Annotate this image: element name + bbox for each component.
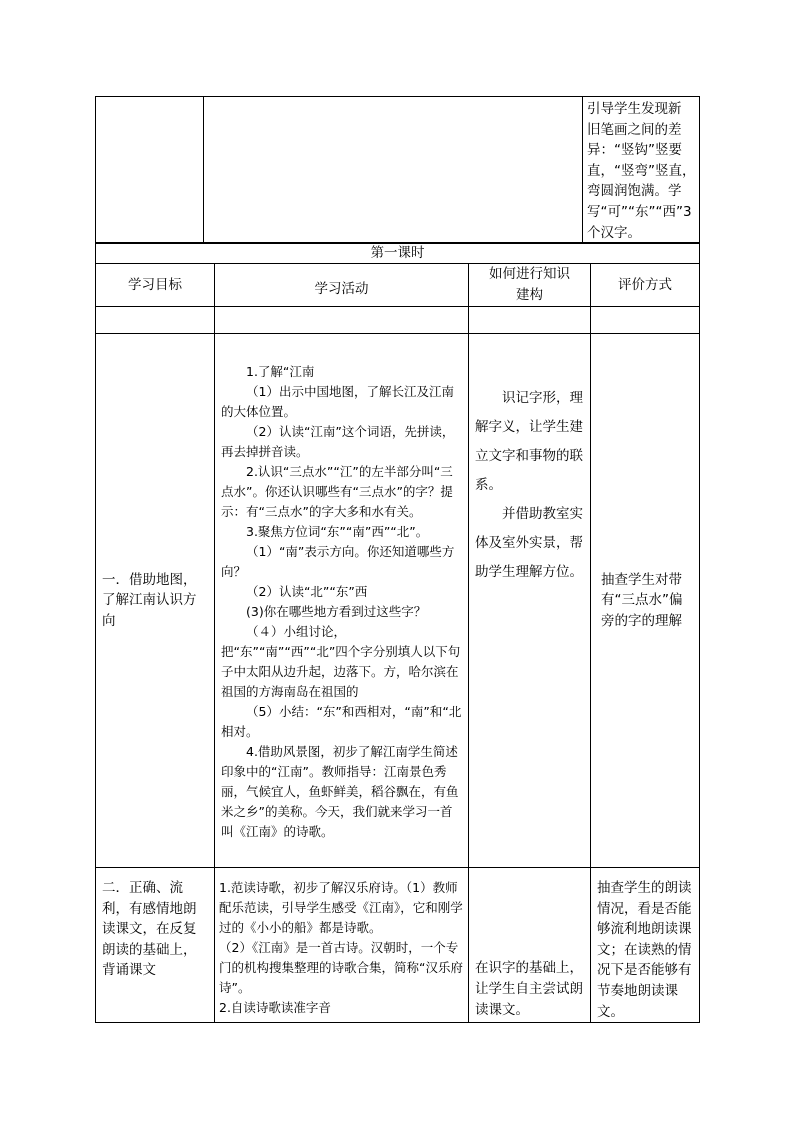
row2-eval: 抽查学生的朗读情况，看是否能够流利地朗读课文；在读熟的情况下是否能够有节奏地朗读课文。 <box>591 868 700 1023</box>
header-eval: 评价方式 <box>591 264 700 307</box>
activity-paragraph: （1）出示中国地图，了解长江及江南的大体位置。 <box>221 383 454 419</box>
top-table-right-cell <box>583 97 700 244</box>
text-line: 旧笔画之间的差 <box>587 121 682 138</box>
lesson-title: 第一课时 <box>96 243 700 264</box>
activity-paragraph: （1）“南”表示方向。你还知道哪些方向？ <box>221 543 455 579</box>
top-table-cell-empty-1 <box>96 97 204 244</box>
activity-paragraph: （2）认读“北”“东”西 <box>246 583 368 599</box>
empty-cell <box>591 307 700 334</box>
activity-paragraph: 3.聚焦方位词“东”“南”西”“北”。 <box>246 523 429 539</box>
activity-paragraph: （5）小结：“东”和西相对，“南”和“北相对。 <box>221 703 462 739</box>
empty-cell <box>469 307 591 334</box>
row2-activity <box>215 868 469 1023</box>
header-construct: 如何进行知识建构 <box>469 264 591 307</box>
activity-paragraph: （４）小组讨论，把“东”“南”“西”“北”四个字分别填人以下句子中太阳从边升起，边落下。方，哈尔滨在祖国的方海南岛在祖国的 <box>221 623 461 699</box>
row1-construct <box>469 334 591 868</box>
empty-cell <box>96 307 215 334</box>
activity-paragraph: 4.借助风景图，初步了解江南学生简述印象中的“江南”。教师指导：江南景色秀丽，气候宜人，鱼虾鲜美，稻谷飘在，有鱼米之乡”的美称。今天，我们就来学习一首叫《江南》的诗歌。 <box>221 743 459 839</box>
empty-cell <box>215 307 469 334</box>
activity-paragraph: 2.认识“三点水”“江”的左半部分叫“三点水”。你还认识哪些有“三点水”的字？提示：有“三点水”的字大多和水有关。 <box>221 463 453 519</box>
row1-eval: 抽查学生对带有“三点水”偏旁的字的理解 <box>591 334 700 868</box>
top-table-cell-empty-2 <box>204 97 583 244</box>
activity-paragraph: 1.了解“江南 <box>246 363 315 379</box>
activity-paragraph: 2.自读诗歌读准字音 <box>219 1000 331 1015</box>
row1-activity <box>215 334 469 868</box>
text-line: 异：“竖钩”竖要 <box>587 142 682 159</box>
activity-paragraph: (3)你在哪些地方看到过这些字？ <box>246 603 427 619</box>
text-line: 个汉字。 <box>587 224 641 241</box>
activity-paragraph: （2）《江南》是一首古诗。汉朝时，一个专门的机构搜集整理的诗歌合集，简称“汉乐府诗”。 <box>219 940 463 995</box>
text-line: 直，“竖弯”竖直， <box>587 162 696 179</box>
row2-construct: 在识字的基础上，让学生自主尝试朗读课文。 <box>469 868 591 1023</box>
activity-paragraph: （2）认读“江南”这个词语，先拼读，再去掉拼音读。 <box>221 423 455 459</box>
activity-paragraph: 1.范读诗歌，初步了解汉乐府诗。（1）教师配乐范读，引导学生感受《江南》，它和刚学过的《小小的船》都是诗歌。 <box>219 880 463 935</box>
header-goal: 学习目标 <box>96 264 215 307</box>
row1-goal: 一．借助地图，了解江南认识方向 <box>96 334 215 868</box>
text-line: 引导学生发现新 <box>587 101 682 117</box>
top-table <box>95 96 700 244</box>
text-line: 写“可”“东”“西”3 <box>587 203 692 220</box>
construct-paragraph: 识记字形，理解字义，让学生建立文字和事物的联系。 <box>475 390 583 493</box>
header-activity: 学习活动 <box>215 264 469 307</box>
text-line: 弯圆润饱满。学 <box>587 183 682 200</box>
row2-goal: 二．正确、流利，有感情地朗读课文，在反复朗读的基础上，背诵课文 <box>96 868 215 1023</box>
lesson-table <box>95 242 700 1023</box>
construct-paragraph: 并借助教室实体及室外实景，帮助学生理解方位。 <box>475 506 583 580</box>
